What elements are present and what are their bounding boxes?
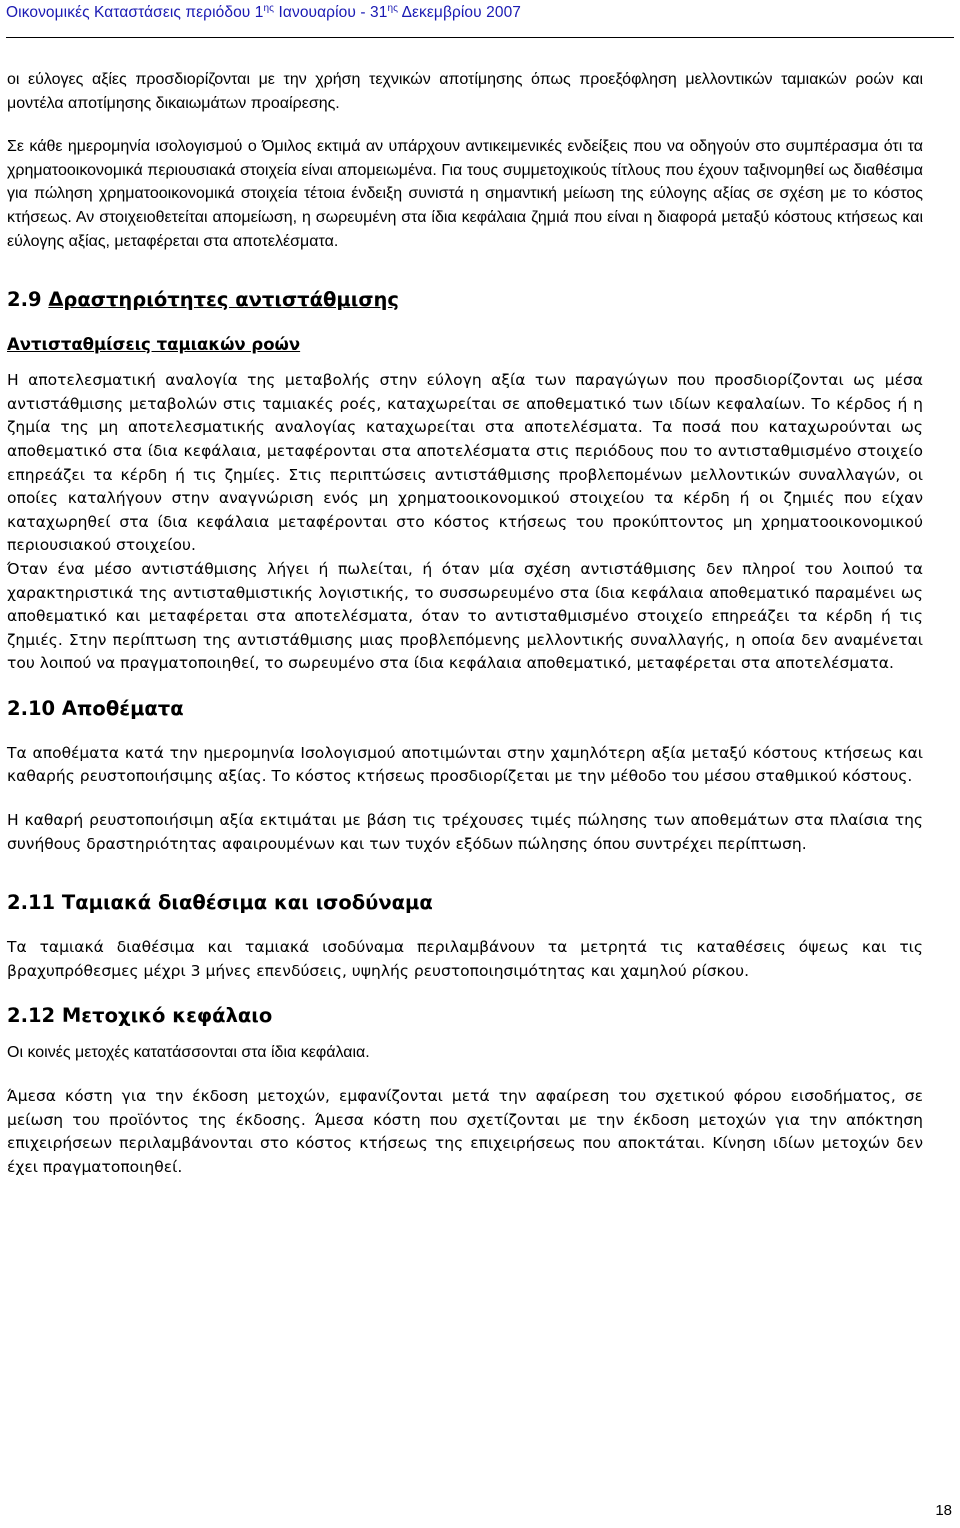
paragraph: Τα ταμιακά διαθέσιμα και ταμιακά ισοδύναμα περιλαμβάνουν τα μετρητά τις καταθέσεις όψεως και τις βραχυπρόθεσμες μέχρι 3 μήνες επενδύσεις, υψηλής ρευστοποιησιμότητας και χαμηλού ρίσκου.: [7, 938, 923, 980]
section-heading-2-9: 2.9 Δραστηριότητες αντιστάθμισης: [7, 288, 399, 312]
section-heading-2-10: 2.10 Αποθέματα: [7, 696, 184, 720]
section-heading-2-11: 2.11 Ταμιακά διαθέσιμα και ισοδύναμα: [7, 891, 433, 915]
paragraph: Οι κοινές μετοχές κατατάσσονται στα ίδια κεφάλαια.: [7, 1044, 370, 1062]
paragraph: Τα αποθέματα κατά την ημερομηνία Ισολογισμού αποτιμώνται στην χαμηλότερη αξία μεταξύ κόστους κτήσεως και καθαρής ρευστοποιήσιμης αξίας. Το κόστος κτήσεως προσδιορίζεται με την μέθοδο του μέσου σταθμικού κόστους.: [7, 743, 923, 786]
document-title: Οικονομικές Καταστάσεις περιόδου $1^{\eta\varsigma}$ Ιανουαρίου - $31^{\eta\varsigma}$ Δεκεμβρίου 2007: [6, 3, 522, 21]
paragraph: οι εύλογες αξίες προσδιορίζονται με την χρήση τεχνικών αποτίμησης όπως προεξόφληση μελλοντικών ταμιακών ροών και μοντέλα αποτίμησης δικαιωμάτων προαίρεσης.: [7, 71, 923, 112]
paragraph: Η αποτελεσματική αναλογία της μεταβολής στην εύλογη αξία των παραγώγων που προσδιορίζονται ως μέσα αντιστάθμισης μεταβολών στις ταμιακές ροές, καταχωρείται σε αποθεματικό των ιδίων κεφαλαίων. Το κέρδος ή η ζημία της μη αποτελεσματικής αναλογίας καταχωρείται στα αποτελέσματα. Τα ποσά που καταχωρούνται ως αποθεματικό στα ίδια κεφάλαια, μεταφέρονται στα αποτελέσματα στις περιόδους που το αντισταθμισμένο στοιχείο επηρεάζει τα κέρδη ή τις ζημίες. Στις περιπτώσεις αντιστάθμισης προβλεπομένων μελλοντικών συναλλαγών, οι οποίες καταλήγουν στην αναγνώριση ενός μη χρηματοοικονομικού στοιχείου τα κέρδη ή οι ζημιές που είχαν καταχωρηθεί στα ίδια κεφάλαια μεταφέρονται στο κόστος κτήσεως του προκύπτοντος μη χρηματοοικονομικού περιουσιακού στοιχείου.: [7, 371, 923, 555]
subsection-heading: Αντισταθμίσεις ταμιακών ροών: [7, 335, 301, 355]
paragraph: Η καθαρή ρευστοποιήσιμη αξία εκτιμάται με βάση τις τρέχουσες τιμές πώλησης των αποθεμάτων στα πλαίσια της συνήθους δραστηριότητας αφαιρουμένων και των τυχόν εξόδων πώλησης όπου συντρέχει περίπτωση.: [7, 811, 923, 853]
paragraph: Άμεσα κόστη για την έκδοση μετοχών, εμφανίζονται μετά την αφαίρεση του σχετικού φόρου εισοδήματος, σε μείωση του προϊόντος της έκδοσης. Άμεσα κόστη που σχετίζονται με την έκδοση μετοχών για την απόκτηση επιχειρήσεων περιλαμβάνονται στο κόστος κτήσεως της επιχειρήσεως που αποκτάται. Κίνηση ιδίων μετοχών δεν έχει πραγματοποιηθεί.: [7, 1087, 923, 1176]
page-number: 18: [935, 1502, 952, 1519]
section-heading-2-12: 2.12 Μετοχικό κεφάλαιο: [7, 1004, 273, 1028]
paragraph: Σε κάθε ημερομηνία ισολογισμού ο Όμιλος εκτιμά αν υπάρχουν αντικειμενικές ενδείξεις που να οδηγούν στο συμπέρασμα ότι τα χρηματοοικονομικά περιουσιακά στοιχεία είναι απομειωμένα. Για τους συμμετοχικούς τίτλους που έχουν ταξινομηθεί ως διαθέσιμα για πώληση χρηματοοικονομικά στοιχεία τέτοια ένδειξη συνιστά η σημαντική μείωση της εύλογης αξίας σε σχέση με το κόστος κτήσεως. Αν στοιχειοθετείται απομείωση, η σωρευμένη στα ίδια κεφάλαια ζημιά που είναι η διαφορά μεταξύ κόστους κτήσεως και εύλογης αξίας, μεταφέρεται στα αποτελέσματα.: [7, 138, 923, 250]
paragraph: Όταν ένα μέσο αντιστάθμισης λήγει ή πωλείται, ή όταν μία σχέση αντιστάθμισης δεν πληροί του λοιπού τα χαρακτηριστικά της αντισταθμιστικής λογιστικής, το συσσωρευμένο στα ίδια κεφάλαια αποθεματικό παραμένει ως αποθεματικό και μεταφέρεται στα αποτελέσματα, όταν το αντισταθμισμένο στοιχείο επηρεάζει τα κέρδη ή τις ζημιές. Στην περίπτωση της αντιστάθμισης μιας προβλεπόμενης μελλοντικής συναλλαγής, η οποία δεν αναμένεται του λοιπού να πραγματοποιηθεί, το σωρευμένο στα ίδια κεφάλαια αποθεματικό, μεταφέρεται στα αποτελέσματα.: [7, 559, 923, 673]
page-header: [6, 4, 954, 38]
document-body: [7, 68, 923, 1179]
